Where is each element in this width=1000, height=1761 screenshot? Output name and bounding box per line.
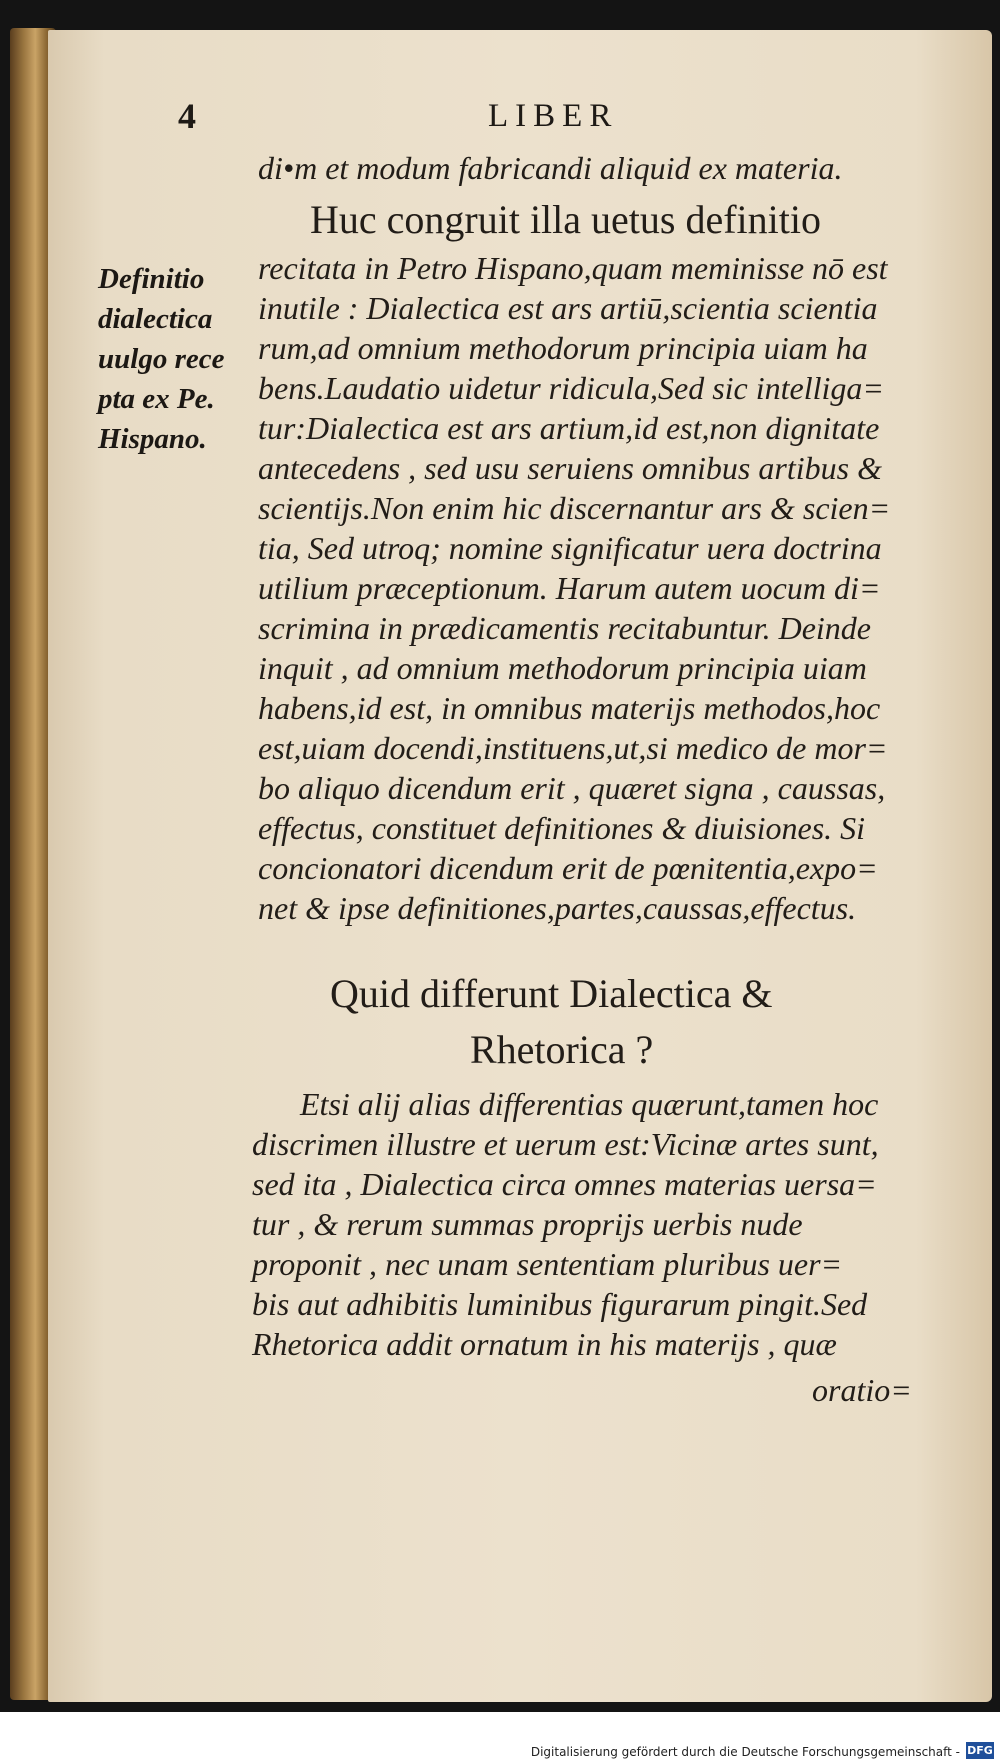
text-line: utilium præceptionum. Harum autem uocum di=: [258, 570, 881, 606]
text-line: bis aut adhibitis luminibus figurarum pingit.Sed: [252, 1286, 868, 1322]
text-line: bens.Laudatio uidetur ridicula,Sed sic intelliga=: [258, 370, 884, 406]
text-line: tur , & rerum summas proprijs uerbis nude: [252, 1206, 803, 1242]
text-line: di•m et modum fabricandi aliquid ex materia.: [258, 150, 843, 186]
page-number: 4: [178, 96, 196, 136]
text-line: habens,id est, in omnibus materijs methodos,hoc: [258, 690, 881, 726]
section-heading-line-1: Quid differunt Dialectica &: [330, 971, 773, 1016]
text-line: Etsi alij alias differentias quærunt,tamen hoc: [300, 1086, 879, 1122]
text-line: antecedens , sed usu seruiens omnibus artibus &: [258, 450, 882, 486]
catchword: oratio=: [812, 1372, 912, 1408]
running-head: LIBER: [488, 98, 619, 134]
marginal-note-line: Definitio: [98, 263, 205, 295]
text-line: tia, Sed utroq; nomine significatur uera doctrina: [258, 530, 882, 566]
text-line: inutile : Dialectica est ars artiū,scientia scientia: [258, 290, 878, 326]
text-line: effectus, constituet definitiones & diuisiones. Si: [258, 810, 866, 846]
text-line: Rhetorica addit ornatum in his materijs , quæ: [252, 1326, 837, 1362]
text-line: rum,ad omnium methodorum principia uiam ha: [258, 330, 868, 366]
text-line: proponit , nec unam sententiam pluribus uer=: [252, 1246, 843, 1282]
marginal-note-line: dialectica: [98, 303, 213, 335]
section-heading-line-2: Rhetorica ?: [470, 1027, 654, 1072]
text-line: discrimen illustre et uerum est:Vicinæ artes sunt,: [252, 1126, 879, 1162]
text-line: bo aliquo dicendum erit , quæret signa , caussas,: [258, 770, 886, 806]
text-line: net & ipse definitiones,partes,caussas,effectus.: [258, 890, 857, 926]
text-line: concionatori dicendum erit de pœnitentia,expo=: [258, 850, 878, 886]
marginal-note-line: uulgo rece: [98, 343, 225, 375]
text-line: tur:Dialectica est ars artium,id est,non dignitate: [258, 410, 880, 446]
text-line: inquit , ad omnium methodorum principia uiam: [258, 650, 867, 686]
footer-credit: Digitalisierung gefördert durch die Deutsche Forschungsgemeinschaft -: [530, 1745, 960, 1759]
text-line: sed ita , Dialectica circa omnes materias uersa=: [252, 1166, 877, 1202]
text-line: scientijs.Non enim hic discernantur ars & scien=: [258, 490, 891, 526]
marginal-note-line: Hispano.: [98, 423, 207, 455]
text-line: est,uiam docendi,instituens,ut,si medico de mor=: [258, 730, 888, 766]
marginal-note-line: pta ex Pe.: [98, 383, 215, 415]
text-line: scrimina in prædicamentis recitabuntur. Deinde: [258, 610, 871, 646]
dfg-logo: DFG: [967, 1744, 993, 1757]
text-line: recitata in Petro Hispano,quam meminisse nō est: [258, 250, 888, 286]
opening-line: Huc congruit illa uetus definitio: [310, 197, 821, 242]
